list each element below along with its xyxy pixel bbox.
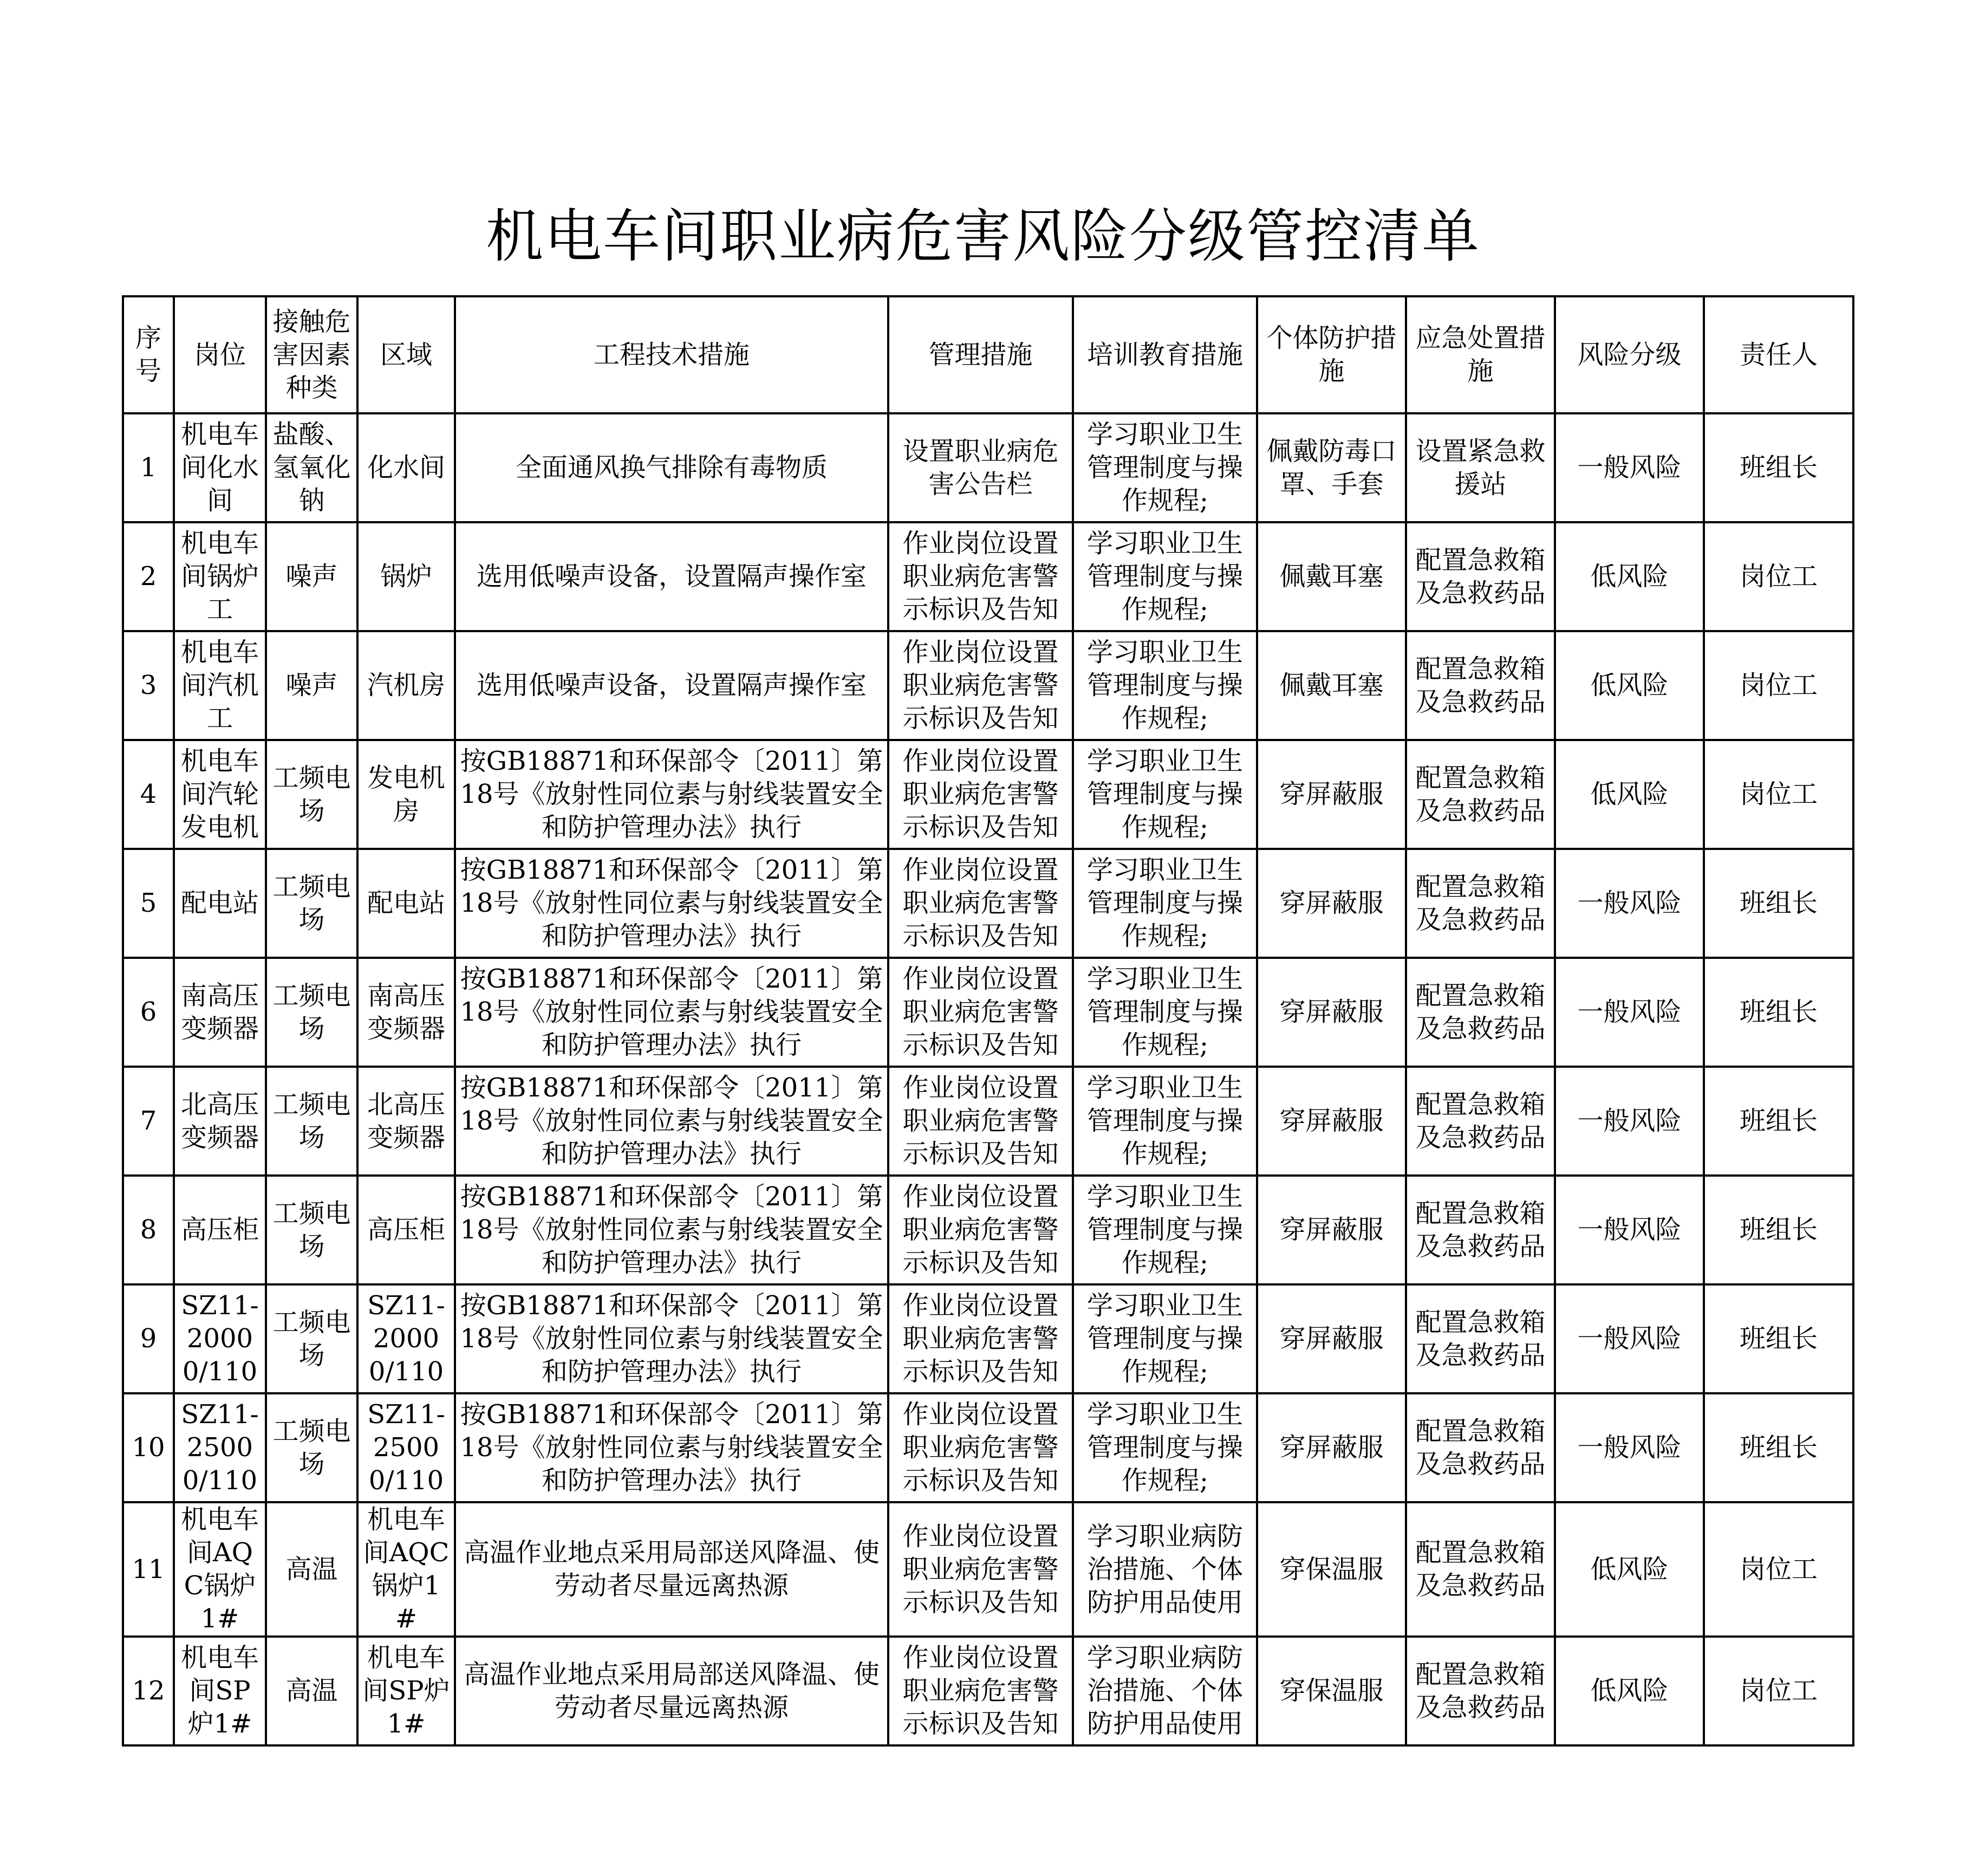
cell-area: 北高压变频器 <box>357 1067 455 1176</box>
table-row <box>123 1284 1853 1393</box>
cell-post: SZ11-20000/110 <box>174 1284 266 1393</box>
cell-risk-level: 低风险 <box>1555 1637 1704 1745</box>
cell-owner: 班组长 <box>1704 1067 1853 1176</box>
cell-management: 作业岗位设置职业病危害警示标识及告知 <box>888 1637 1073 1745</box>
cell-ppe: 穿保温服 <box>1257 1637 1406 1745</box>
cell-post: 北高压变频器 <box>174 1067 266 1176</box>
cell-emergency: 配置急救箱及急救药品 <box>1406 631 1555 740</box>
cell-ppe: 佩戴耳塞 <box>1257 522 1406 631</box>
cell-area: SZ11-25000/110 <box>357 1393 455 1502</box>
table-row <box>123 522 1853 631</box>
cell-owner: 岗位工 <box>1704 1637 1853 1745</box>
cell-ppe: 佩戴耳塞 <box>1257 631 1406 740</box>
risk-control-table <box>122 295 1854 1747</box>
cell-hazard: 工频电场 <box>266 1393 357 1502</box>
cell-post: 机电车间汽轮发电机 <box>174 740 266 849</box>
cell-training: 学习职业卫生管理制度与操作规程; <box>1073 413 1257 522</box>
table-row <box>123 849 1853 958</box>
cell-risk-level: 低风险 <box>1555 1502 1704 1637</box>
table-row <box>123 958 1853 1067</box>
cell-training: 学习职业卫生管理制度与操作规程; <box>1073 1067 1257 1176</box>
cell-risk-level: 一般风险 <box>1555 849 1704 958</box>
cell-risk-level: 一般风险 <box>1555 413 1704 522</box>
cell-area: 发电机房 <box>357 740 455 849</box>
header-seq: 序号 <box>123 296 174 413</box>
document-title: 机电车间职业病危害风险分级管控清单 <box>486 203 1480 270</box>
cell-seq: 3 <box>123 631 174 740</box>
cell-ppe: 穿保温服 <box>1257 1502 1406 1637</box>
cell-emergency: 配置急救箱及急救药品 <box>1406 1393 1555 1502</box>
cell-ppe: 穿屏蔽服 <box>1257 740 1406 849</box>
table-row <box>123 1067 1853 1176</box>
cell-ppe: 穿屏蔽服 <box>1257 849 1406 958</box>
cell-engineering: 选用低噪声设备，设置隔声操作室 <box>455 631 888 740</box>
cell-risk-level: 低风险 <box>1555 522 1704 631</box>
cell-seq: 12 <box>123 1637 174 1745</box>
cell-ppe: 佩戴防毒口罩、手套 <box>1257 413 1406 522</box>
cell-area: 高压柜 <box>357 1176 455 1284</box>
table-header-row <box>123 296 1853 413</box>
cell-management: 作业岗位设置职业病危害警示标识及告知 <box>888 958 1073 1067</box>
cell-engineering: 高温作业地点采用局部送风降温、使劳动者尽量远离热源 <box>455 1637 888 1745</box>
cell-engineering: 按GB18871和环保部令〔2011〕第18号《放射性同位素与射线装置安全和防护管理办法》执行 <box>455 849 888 958</box>
cell-seq: 11 <box>123 1502 174 1637</box>
cell-engineering: 按GB18871和环保部令〔2011〕第18号《放射性同位素与射线装置安全和防护管理办法》执行 <box>455 1393 888 1502</box>
cell-area: 化水间 <box>357 413 455 522</box>
cell-management: 作业岗位设置职业病危害警示标识及告知 <box>888 631 1073 740</box>
header-engineering: 工程技术措施 <box>455 296 888 413</box>
cell-emergency: 配置急救箱及急救药品 <box>1406 1284 1555 1393</box>
cell-training: 学习职业卫生管理制度与操作规程; <box>1073 631 1257 740</box>
cell-risk-level: 一般风险 <box>1555 958 1704 1067</box>
cell-area: 南高压变频器 <box>357 958 455 1067</box>
table-row <box>123 1393 1853 1502</box>
cell-emergency: 设置紧急救援站 <box>1406 413 1555 522</box>
header-training: 培训教育措施 <box>1073 296 1257 413</box>
cell-engineering: 按GB18871和环保部令〔2011〕第18号《放射性同位素与射线装置安全和防护管理办法》执行 <box>455 1067 888 1176</box>
cell-post: 机电车间汽机工 <box>174 631 266 740</box>
cell-owner: 岗位工 <box>1704 1502 1853 1637</box>
cell-engineering: 高温作业地点采用局部送风降温、使劳动者尽量远离热源 <box>455 1502 888 1637</box>
cell-hazard: 高温 <box>266 1637 357 1745</box>
cell-emergency: 配置急救箱及急救药品 <box>1406 1176 1555 1284</box>
cell-post: 机电车间SP炉1# <box>174 1637 266 1745</box>
cell-training: 学习职业卫生管理制度与操作规程; <box>1073 849 1257 958</box>
cell-ppe: 穿屏蔽服 <box>1257 1067 1406 1176</box>
header-risk-level: 风险分级 <box>1555 296 1704 413</box>
cell-post: 高压柜 <box>174 1176 266 1284</box>
header-post: 岗位 <box>174 296 266 413</box>
table-row <box>123 1502 1853 1637</box>
cell-owner: 班组长 <box>1704 958 1853 1067</box>
cell-ppe: 穿屏蔽服 <box>1257 1176 1406 1284</box>
cell-hazard: 噪声 <box>266 631 357 740</box>
cell-emergency: 配置急救箱及急救药品 <box>1406 1502 1555 1637</box>
cell-area: 机电车间SP炉1# <box>357 1637 455 1745</box>
cell-engineering: 按GB18871和环保部令〔2011〕第18号《放射性同位素与射线装置安全和防护管理办法》执行 <box>455 1176 888 1284</box>
cell-emergency: 配置急救箱及急救药品 <box>1406 958 1555 1067</box>
cell-hazard: 工频电场 <box>266 849 357 958</box>
cell-training: 学习职业卫生管理制度与操作规程; <box>1073 1176 1257 1284</box>
cell-ppe: 穿屏蔽服 <box>1257 1284 1406 1393</box>
cell-owner: 班组长 <box>1704 1393 1853 1502</box>
cell-risk-level: 一般风险 <box>1555 1393 1704 1502</box>
cell-training: 学习职业卫生管理制度与操作规程; <box>1073 1284 1257 1393</box>
cell-owner: 岗位工 <box>1704 522 1853 631</box>
cell-emergency: 配置急救箱及急救药品 <box>1406 849 1555 958</box>
header-emergency: 应急处置措施 <box>1406 296 1555 413</box>
cell-management: 作业岗位设置职业病危害警示标识及告知 <box>888 1176 1073 1284</box>
cell-area: 锅炉 <box>357 522 455 631</box>
cell-post: 南高压变频器 <box>174 958 266 1067</box>
cell-hazard: 工频电场 <box>266 1067 357 1176</box>
cell-risk-level: 低风险 <box>1555 631 1704 740</box>
cell-management: 作业岗位设置职业病危害警示标识及告知 <box>888 522 1073 631</box>
cell-management: 作业岗位设置职业病危害警示标识及告知 <box>888 1067 1073 1176</box>
header-ppe: 个体防护措施 <box>1257 296 1406 413</box>
cell-engineering: 选用低噪声设备，设置隔声操作室 <box>455 522 888 631</box>
cell-seq: 5 <box>123 849 174 958</box>
cell-post: 配电站 <box>174 849 266 958</box>
header-owner: 责任人 <box>1704 296 1853 413</box>
cell-owner: 岗位工 <box>1704 740 1853 849</box>
table-row <box>123 631 1853 740</box>
cell-seq: 6 <box>123 958 174 1067</box>
cell-risk-level: 一般风险 <box>1555 1176 1704 1284</box>
cell-training: 学习职业病防治措施、个体防护用品使用 <box>1073 1637 1257 1745</box>
cell-owner: 岗位工 <box>1704 631 1853 740</box>
cell-post: 机电车间化水间 <box>174 413 266 522</box>
cell-ppe: 穿屏蔽服 <box>1257 958 1406 1067</box>
cell-engineering: 按GB18871和环保部令〔2011〕第18号《放射性同位素与射线装置安全和防护管理办法》执行 <box>455 1284 888 1393</box>
cell-engineering: 按GB18871和环保部令〔2011〕第18号《放射性同位素与射线装置安全和防护管理办法》执行 <box>455 740 888 849</box>
table-row <box>123 413 1853 522</box>
cell-management: 作业岗位设置职业病危害警示标识及告知 <box>888 849 1073 958</box>
cell-training: 学习职业卫生管理制度与操作规程; <box>1073 1393 1257 1502</box>
cell-training: 学习职业卫生管理制度与操作规程; <box>1073 740 1257 849</box>
header-management: 管理措施 <box>888 296 1073 413</box>
cell-management: 作业岗位设置职业病危害警示标识及告知 <box>888 1502 1073 1637</box>
cell-seq: 4 <box>123 740 174 849</box>
cell-owner: 班组长 <box>1704 1284 1853 1393</box>
header-area: 区域 <box>357 296 455 413</box>
cell-risk-level: 低风险 <box>1555 740 1704 849</box>
cell-seq: 8 <box>123 1176 174 1284</box>
cell-ppe: 穿屏蔽服 <box>1257 1393 1406 1502</box>
cell-training: 学习职业卫生管理制度与操作规程; <box>1073 958 1257 1067</box>
cell-hazard: 工频电场 <box>266 740 357 849</box>
cell-emergency: 配置急救箱及急救药品 <box>1406 1067 1555 1176</box>
cell-emergency: 配置急救箱及急救药品 <box>1406 740 1555 849</box>
cell-owner: 班组长 <box>1704 849 1853 958</box>
table-row <box>123 1176 1853 1284</box>
cell-area: 配电站 <box>357 849 455 958</box>
cell-emergency: 配置急救箱及急救药品 <box>1406 522 1555 631</box>
cell-hazard: 盐酸、氢氧化钠 <box>266 413 357 522</box>
cell-area: 机电车间AQC锅炉1# <box>357 1502 455 1637</box>
cell-hazard: 工频电场 <box>266 1284 357 1393</box>
table-row <box>123 1637 1853 1745</box>
cell-area: 汽机房 <box>357 631 455 740</box>
cell-post: 机电车间AQC锅炉1# <box>174 1502 266 1637</box>
cell-risk-level: 一般风险 <box>1555 1284 1704 1393</box>
cell-management: 设置职业病危害公告栏 <box>888 413 1073 522</box>
cell-training: 学习职业卫生管理制度与操作规程; <box>1073 522 1257 631</box>
cell-area: SZ11-20000/110 <box>357 1284 455 1393</box>
cell-owner: 班组长 <box>1704 1176 1853 1284</box>
cell-seq: 10 <box>123 1393 174 1502</box>
cell-seq: 7 <box>123 1067 174 1176</box>
cell-hazard: 工频电场 <box>266 1176 357 1284</box>
cell-post: 机电车间锅炉工 <box>174 522 266 631</box>
cell-training: 学习职业病防治措施、个体防护用品使用 <box>1073 1502 1257 1637</box>
cell-hazard: 高温 <box>266 1502 357 1637</box>
cell-engineering: 按GB18871和环保部令〔2011〕第18号《放射性同位素与射线装置安全和防护管理办法》执行 <box>455 958 888 1067</box>
cell-hazard: 工频电场 <box>266 958 357 1067</box>
cell-seq: 9 <box>123 1284 174 1393</box>
cell-management: 作业岗位设置职业病危害警示标识及告知 <box>888 1284 1073 1393</box>
cell-owner: 班组长 <box>1704 413 1853 522</box>
cell-risk-level: 一般风险 <box>1555 1067 1704 1176</box>
cell-hazard: 噪声 <box>266 522 357 631</box>
cell-post: SZ11-25000/110 <box>174 1393 266 1502</box>
cell-seq: 1 <box>123 413 174 522</box>
header-hazard: 接触危害因素种类 <box>266 296 357 413</box>
cell-seq: 2 <box>123 522 174 631</box>
table-row <box>123 740 1853 849</box>
cell-emergency: 配置急救箱及急救药品 <box>1406 1637 1555 1745</box>
cell-management: 作业岗位设置职业病危害警示标识及告知 <box>888 740 1073 849</box>
cell-management: 作业岗位设置职业病危害警示标识及告知 <box>888 1393 1073 1502</box>
cell-engineering: 全面通风换气排除有毒物质 <box>455 413 888 522</box>
